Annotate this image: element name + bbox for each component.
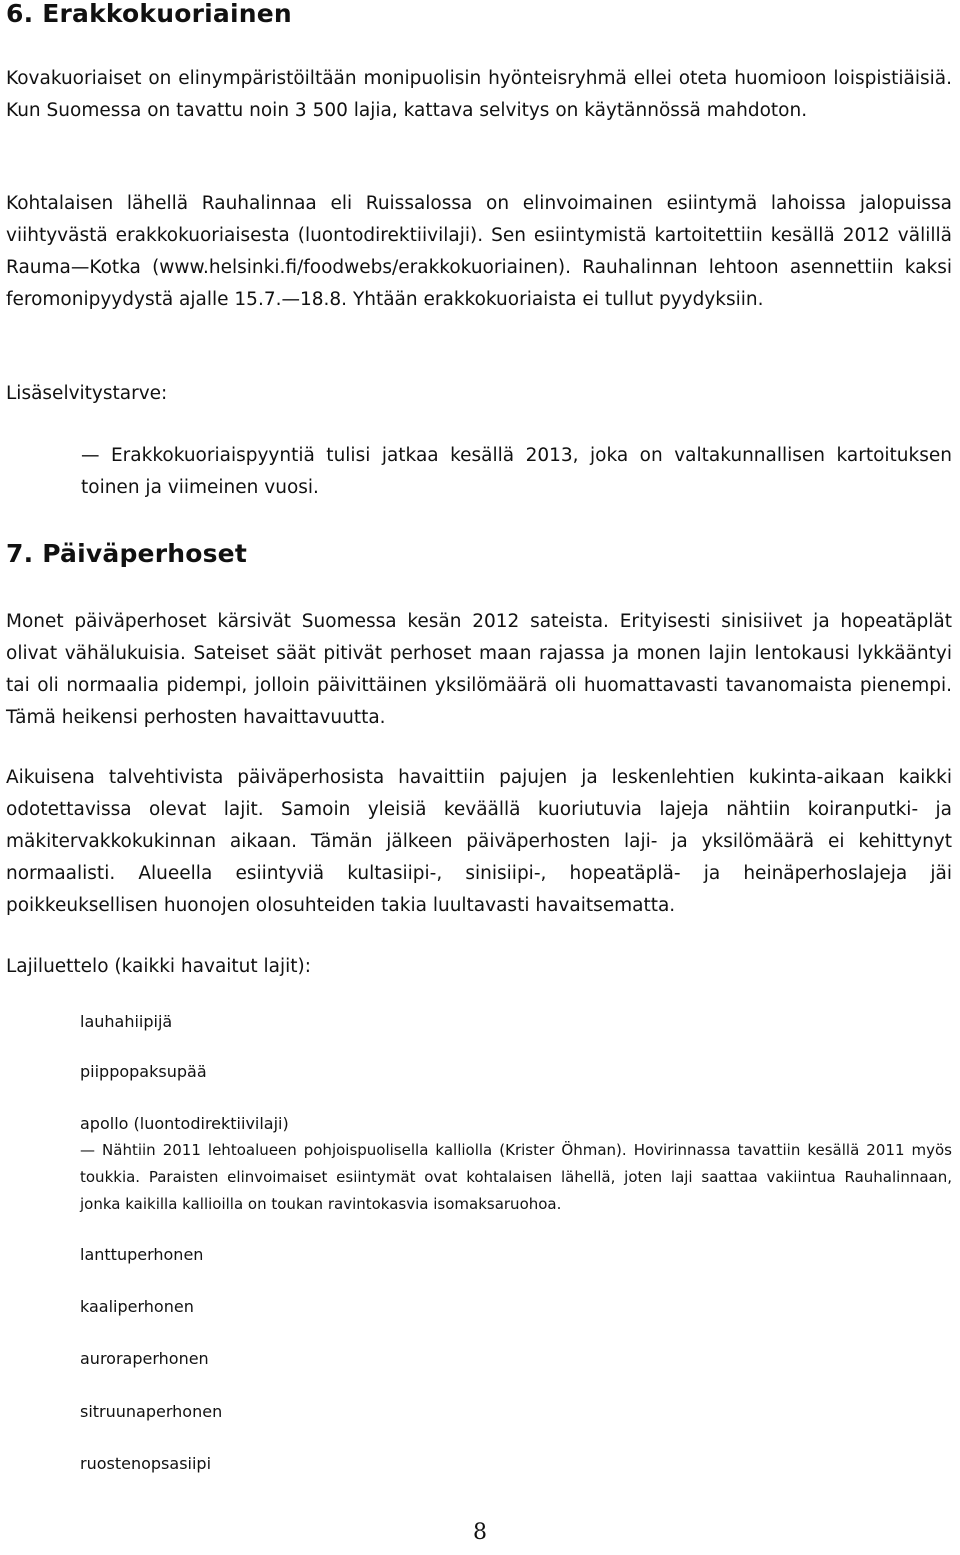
apollo-note [6,1137,952,1218]
section-7-paragraph-1 [6,606,952,734]
list-item: piippopaksupää [80,1062,207,1081]
species-item-5 [6,1293,952,1320]
section-6-needs-label [6,378,952,410]
paragraph: Monet päiväperhoset kärsivät Suomessa kesän 2012 sateista. Erityisesti sinisiivet ja hopeatäplät olivat vähälukuisia. Sateiset säät pitivät perhoset maan rajassa ja monen lajin lentokausi lykkääntyi tai oli normaalia pidempi, jolloin päivittäinen yksilömäärä oli huomattavasti tavanomaista pienempi. Tämä heikensi perhosten havaittavuutta. [6,611,952,728]
page-number: 8 [473,1520,487,1545]
species-item-3 [6,1110,952,1137]
section-6-needs-item [6,440,952,504]
species-item-1 [6,1008,952,1035]
section-heading-6: 6. Erakkokuoriainen [6,0,292,28]
section-heading-7: 7. Päiväperhoset [6,539,247,568]
list-item: sitruunaperhonen [80,1402,223,1421]
paragraph: Kovakuoriaiset on elinympäristöiltään monipuolisin hyönteisryhmä ellei oteta huomioon loispistiäisiä. Kun Suomessa on tavattu noin 3 500 lajia, kattava selvitys on käytännössä mahdoton. [6,68,952,121]
list-item: auroraperhonen [80,1349,209,1368]
list-item: ruostenopsasiipi [80,1454,212,1473]
section-6-paragraph-2 [6,188,952,316]
list-item: lanttuperhonen [80,1245,204,1264]
list-item: lauhahiipijä [80,1012,173,1031]
needs-label: Lisäselvitystarve: [6,383,168,404]
species-item-4 [6,1241,952,1268]
list-item: kaaliperhonen [80,1297,194,1316]
species-item-7 [6,1398,952,1425]
species-note: — Nähtiin 2011 lehtoalueen pohjoispuolisella kalliolla (Krister Öhman). Hovirinnassa tavattiin kesällä 2011 myös toukkia. Paraisten elinvoimaiset esiintymät ovat kohtalaisen lähellä, joten laji saattaa vakiintua Rauhalinnaan, jonka kaikilla kallioilla on toukan ravintokasvia isomaksaruohoa. [80,1141,952,1213]
species-item-2 [6,1058,952,1085]
section-7 [6,540,952,568]
paragraph: Kohtalaisen lähellä Rauhalinnaa eli Ruissalossa on elinvoimainen esiintymä lahoissa jalopuissa viihtyvästä erakkokuoriaisesta (luontodirektiivilaji). Sen esiintymistä kartoitettiin kesällä 2012 välillä Rauma—Kotka (www.helsinki.fi/foodwebs/erakkokuoriainen). Rauhalinnan lehtoon asennettiin kaksi feromonipyydystä ajalle 15.7.—18.8. Yhtään erakkokuoriaista ei tullut pyydyksiin. [6,193,952,310]
section-6 [6,0,952,28]
paragraph: Aikuisena talvehtivista päiväperhosista havaittiin pajujen ja leskenlehtien kukinta-aikaan kaikki odotettavissa olevat lajit. Samoin yleisiä keväällä kuoriutuvia lajeja nähtiin koiranputki- ja mäkitervakkokukinnan aikaan. Tämän jälkeen päiväperhosten laji- ja yksilömäärä ei kehittynyt normaalisti. Alueella esiintyviä kultasiipi-, sinisiipi-, hopeatäplä- ja heinäperhoslajeja jäi poikkeuksellisen huonojen olosuhteiden takia luultavasti havaitsematta. [6,767,952,916]
list-item: apollo (luontodirektiivilaji) [80,1114,289,1133]
species-list-label [6,951,952,983]
section-7-paragraph-2 [6,762,952,922]
species-label: Lajiluettelo (kaikki havaitut lajit): [6,956,311,977]
section-6-paragraph-1 [6,63,952,127]
species-item-6 [6,1345,952,1372]
needs-list-item: — Erakkokuoriaispyyntiä tulisi jatkaa kesällä 2013, joka on valtakunnallisen kartoituksen toinen ja viimeinen vuosi. [81,445,952,498]
species-item-8 [6,1450,952,1477]
